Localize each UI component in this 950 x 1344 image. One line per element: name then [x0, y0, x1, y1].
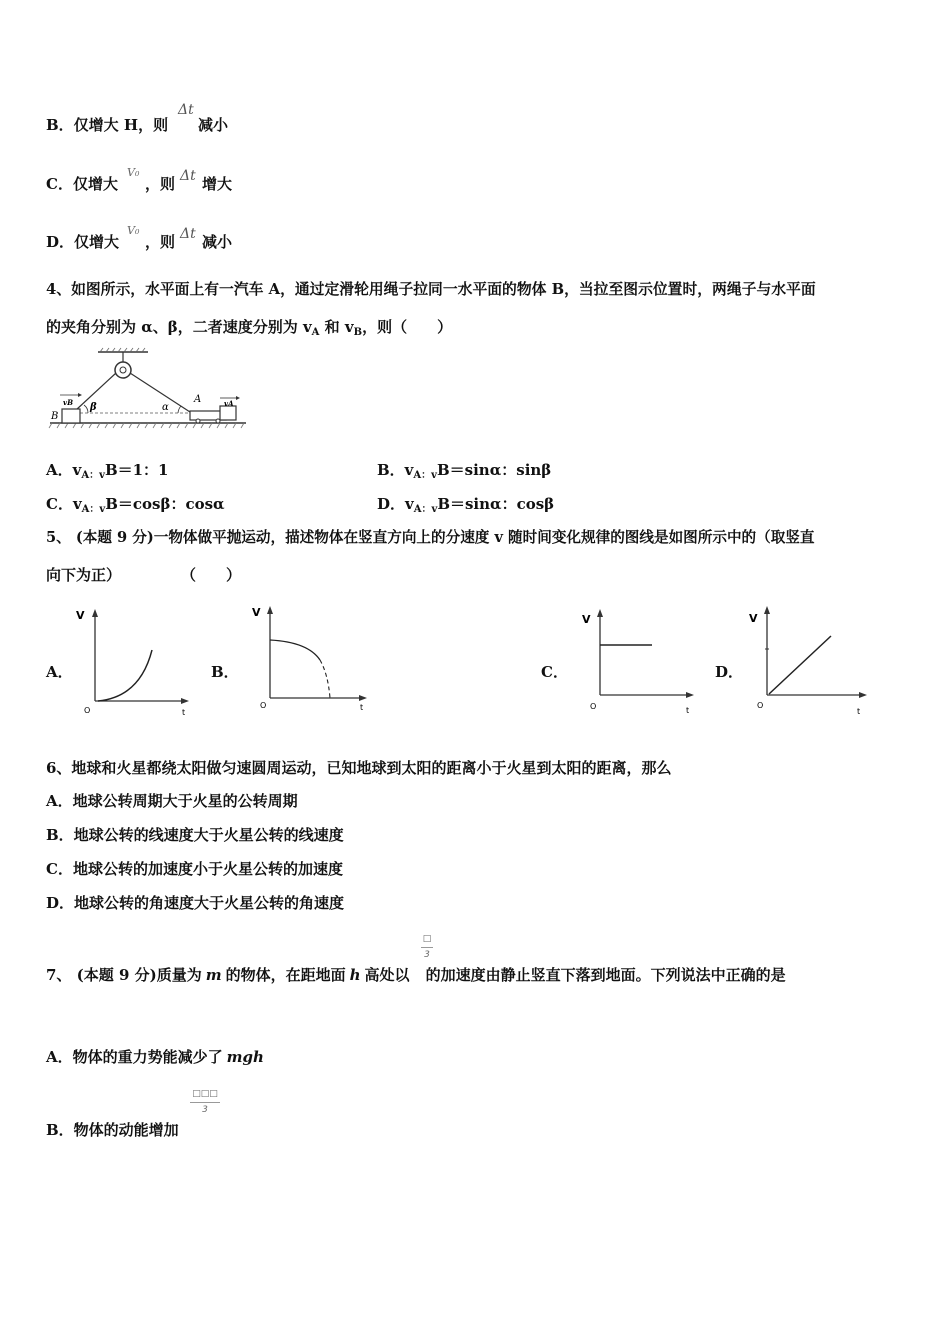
q4-label-vb: vB [63, 398, 73, 407]
q4-pulley [115, 362, 131, 378]
q3-option-c-v0: V₀ [127, 166, 140, 179]
q3-option-c: C．仅增大 [46, 175, 118, 193]
q4-stem-line1: 4、如图所示，水平面上有一汽车 A，通过定滑轮用绳子拉同一水平面的物体 B，当拉至图示位置时，两绳子与水平面 [46, 281, 816, 298]
q3-option-c-tail: 增大 [202, 175, 233, 193]
q5-graph-b-o-label: O [260, 701, 267, 710]
q6-option-b: B．地球公转的线速度大于火星公转的线速度 [46, 826, 344, 844]
q6-option-a: A．地球公转周期大于火星的公转周期 [46, 792, 298, 810]
q5-stem-line1: 5、 (本题 9 分)一物体做平抛运动，描述物体在竖直方向上的分速度 v 随时间变化规律的图线是如图所示中的（取竖直 [46, 529, 815, 546]
q3-option-b-text: B．仅增大 H，则 [46, 116, 169, 134]
q5-graph-d-line [769, 636, 831, 694]
q5-graph-b-v-label: V [252, 606, 261, 619]
q5-graph-a [70, 605, 190, 715]
q5-graph-c-v-label: V [582, 613, 591, 626]
q5-graph-a-v-label: V [76, 609, 85, 622]
q7-option-b-fraction-den: 3 [202, 1105, 208, 1115]
q5-graph-b-t-label: t [360, 703, 364, 712]
q4-option-a: A．$v_{A:v}B=1$：1 [46, 461, 169, 481]
q7-option-b-fraction-num: □□□ [192, 1089, 218, 1099]
q4-stem-line2: 的夹角分别为 α、β，二者速度分别为 $v_A$ 和 $v_B$，则（ ） [46, 318, 453, 338]
q4-option-b: B．$v_{A:v}B=\sin\alpha$：sinβ [377, 461, 552, 481]
q6-option-d: D．地球公转的角速度大于火星公转的角速度 [46, 894, 345, 912]
q5-option-c: C． [541, 663, 568, 681]
q3-option-d: D．仅增大 [46, 233, 120, 251]
q7-option-b: B．物体的动能增加 [46, 1121, 179, 1139]
q7-fraction-den: 3 [424, 950, 430, 960]
q5-graph-d-v-label: V [749, 612, 758, 625]
q4-label-a: A [194, 394, 202, 405]
q5-stem-line2: 向下为正） （ ） [46, 566, 242, 584]
q5-graph-a-o-label: O [84, 706, 91, 715]
q5-graph-a-t-label: t [182, 708, 186, 717]
q3-option-d-tail: 减小 [202, 233, 233, 251]
q3-option-b-delta-t: Δt [178, 102, 194, 118]
q3-option-c-delta-t: Δt [180, 168, 196, 184]
q7-stem: 7、 (本题 9 分)质量为 m 的物体，在距地面 h 高处以 的加速度由静止竖直下落到地面。下列说法中正确的是 [46, 966, 786, 984]
q3-option-c-mid: ，则 [145, 175, 176, 193]
q4-option-d: D．$v_{A:v}B=\sin\alpha$：cosβ [377, 495, 555, 515]
q4-label-va: vA [224, 399, 234, 408]
q6-stem: 6、地球和火星都绕太阳做匀速圆周运动，已知地球到太阳的距离小于火星到太阳的距离，那么 [46, 759, 672, 777]
q4-label-alpha: α [162, 402, 169, 413]
q5-graph-c [578, 605, 703, 715]
q3-option-b [46, 115, 168, 135]
q5-graph-b-curve [270, 640, 320, 660]
q5-graph-c-o-label: O [590, 702, 597, 711]
q7-fraction [421, 934, 433, 961]
q5-option-d: D． [715, 663, 744, 681]
q4-pulley-figure [48, 348, 248, 433]
q5-option-a: A． [46, 663, 73, 681]
q5-graph-c-t-label: t [686, 706, 690, 715]
q5-graph-a-curve [98, 650, 152, 701]
q3-option-d-delta-t: Δt [180, 226, 196, 242]
q3-option-b-tail: 减小 [198, 116, 229, 134]
q4-option-c: C．$v_{A:v}B=\cos\beta$：cosα [46, 495, 225, 515]
q7-fraction-num: □ [422, 934, 432, 944]
q5-graph-d [745, 602, 875, 717]
q7-option-b-fraction [190, 1089, 220, 1116]
q3-option-d-mid: ，则 [145, 233, 176, 251]
q4-label-b: B [51, 411, 59, 422]
q5-graph-d-t-label: t [857, 707, 861, 716]
q4-label-beta: β [90, 402, 97, 413]
q5-graph-b [248, 602, 378, 712]
q5-option-b: B． [211, 663, 239, 681]
q4-block-b [62, 409, 80, 423]
q3-option-d-v0: V₀ [127, 224, 140, 237]
q6-option-c: C．地球公转的加速度小于火星公转的加速度 [46, 860, 343, 878]
q5-graph-d-o-label: O [757, 701, 764, 710]
q7-option-a: A．物体的重力势能减少了 mgh [46, 1048, 264, 1066]
